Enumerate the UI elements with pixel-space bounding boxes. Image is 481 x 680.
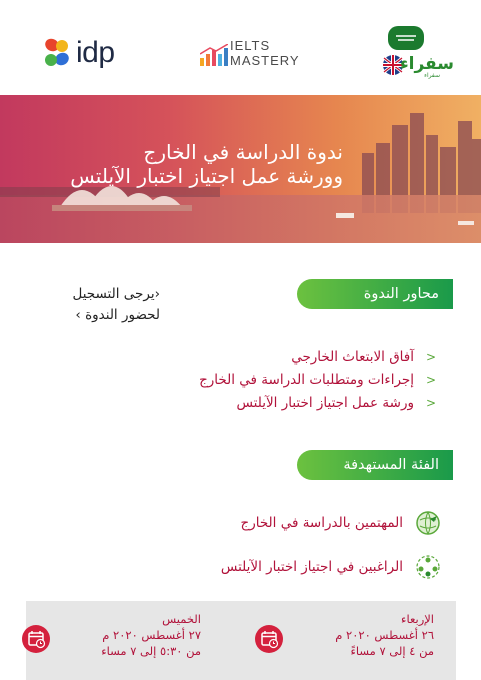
register-line1-text: يرجى التسجيل — [72, 286, 155, 302]
session-thursday — [21, 611, 201, 673]
globe-plane-icon — [415, 510, 441, 536]
list-item — [141, 508, 441, 538]
idp-logo-text: idp — [76, 36, 115, 69]
ielts-logo-line2: MASTERY — [230, 53, 300, 68]
session-time: من ٤ إلى ٧ مساءً — [350, 644, 434, 658]
hero-title-line1: ندوة الدراسة في الخارج — [143, 140, 343, 164]
sofara-logo-subtext: سفراء — [424, 72, 440, 79]
chevron-icon: < — [425, 395, 436, 410]
idp-logo — [42, 34, 124, 72]
chevron-icon: < — [425, 372, 436, 387]
target-text: المهتمين بالدراسة في الخارج — [240, 515, 403, 531]
session-details — [56, 611, 201, 659]
idp-flower-icon — [42, 36, 72, 70]
topics-list — [176, 345, 436, 414]
hero-banner — [0, 95, 481, 243]
calendar-clock-icon — [254, 624, 284, 654]
ielts-mastery-logo — [200, 36, 312, 70]
list-item — [176, 391, 436, 414]
session-day: الخميس — [162, 612, 201, 626]
register-note[interactable] — [40, 284, 160, 326]
session-date: ٢٧ أغسطس ٢٠٢٠ م — [102, 628, 201, 642]
saudi-flag-icon — [388, 26, 424, 56]
chevron-icon: < — [425, 349, 436, 364]
target-list — [141, 508, 441, 596]
register-line2-text: لحضور الندوة — [85, 307, 160, 323]
ielts-logo-line1: IELTS — [230, 38, 271, 53]
hero-title — [23, 140, 343, 188]
logo-bar — [0, 0, 481, 95]
session-date: ٢٦ أغسطس ٢٠٢٠ م — [335, 628, 434, 642]
list-item — [176, 368, 436, 391]
group-icon — [415, 554, 441, 580]
topic-text: إجراءات ومتطلبات الدراسة في الخارج — [199, 371, 414, 388]
session-details — [289, 611, 434, 659]
chevron-left-icon: › — [75, 307, 81, 323]
topic-text: آفاق الابتعاث الخارجي — [291, 348, 414, 365]
topics-section-header: محاور الندوة — [297, 279, 453, 309]
topic-text: ورشة عمل اجتياز اختبار الآيلتس — [236, 394, 414, 411]
register-line2 — [40, 305, 160, 326]
session-time: من ٥:٣٠ إلى ٧ مساء — [101, 644, 201, 658]
bar-chart-icon — [200, 44, 228, 66]
list-item — [176, 345, 436, 368]
target-text: الراغبين في اجتياز اختبار الآيلتس — [220, 559, 403, 575]
calendar-clock-icon — [21, 624, 51, 654]
sofara-logo-text: سفراء — [399, 54, 454, 74]
list-item — [141, 552, 441, 582]
register-line1 — [40, 284, 160, 305]
sessions-box — [26, 601, 456, 680]
session-day: الإربعاء — [401, 612, 434, 626]
session-wednesday — [254, 611, 434, 673]
chevron-right-icon: ‹ — [154, 286, 160, 302]
sofara-logo — [382, 26, 454, 78]
hero-title-line2: وورشة عمل اجتياز اختبار الآيلتس — [70, 164, 343, 188]
target-section-header: الفئة المستهدفة — [297, 450, 453, 480]
